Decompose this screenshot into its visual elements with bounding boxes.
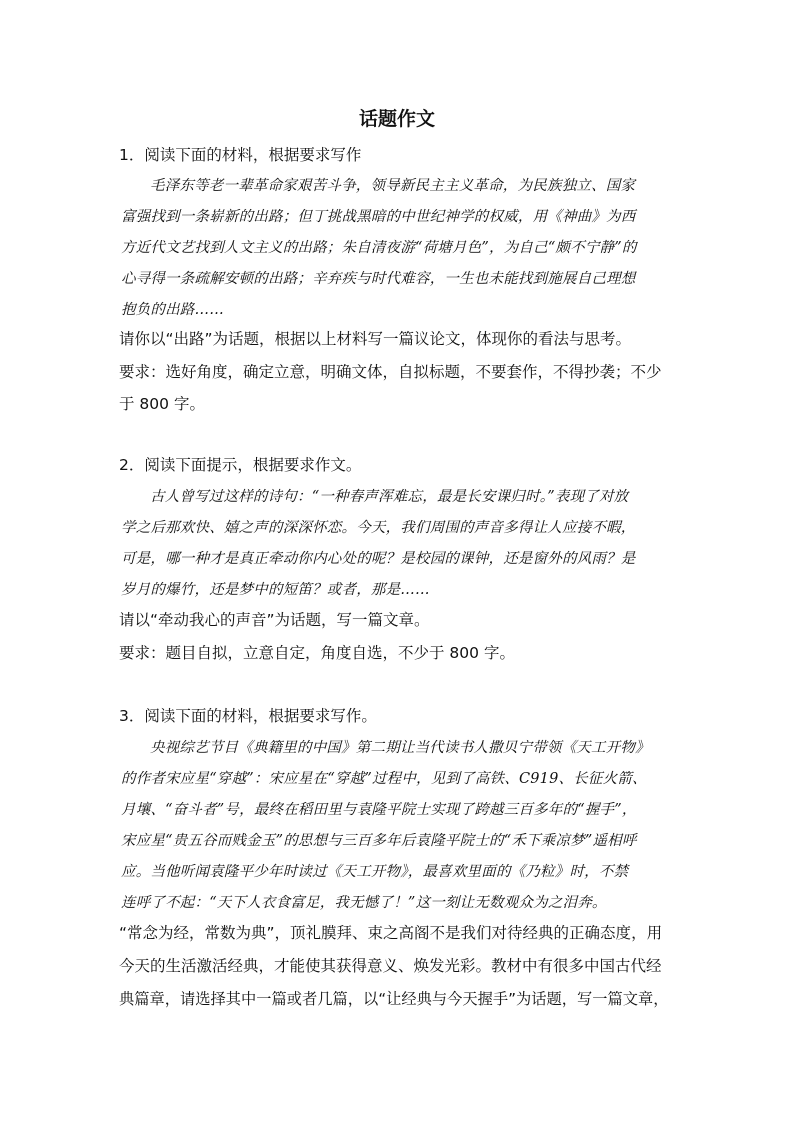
q2-heading: 2．阅读下面提示，根据要求作文。 [119, 456, 362, 474]
q3-heading: 3．阅读下面的材料，根据要求写作。 [119, 707, 377, 725]
q2-material-line: 可是，哪一种才是真正牵动你内心处的呢？是校园的课钟，还是窗外的风雨？是 [121, 551, 636, 567]
q1-material-line: 抱负的出路…… [121, 302, 224, 318]
q3-material-line: 宋应星“贵五谷而贱金玉”的思想与三百多年后袁隆平院士的“禾下乘凉梦”遥相呼 [121, 833, 637, 849]
q1-material-line: 富强找到一条崭新的出路；但丁挑战黑暗的中世纪神学的权威，用《神曲》为西 [121, 209, 636, 225]
q1-material-line: 毛泽东等老一辈革命家艰苦斗争，领导新民主主义革命，为民族独立、国家 [150, 178, 636, 194]
q1-requirement-line: 于 800 字。 [119, 395, 205, 413]
q3-task-line: 今天的生活激活经典，才能使其获得意义、焕发光彩。教材中有很多中国古代经 [119, 957, 662, 975]
q3-task-line: 典篇章，请选择其中一篇或者几篇，以“让经典与今天握手”为话题，写一篇文章， [119, 990, 669, 1008]
q1-requirement-line: 要求：选好角度，确定立意，明确文体，自拟标题，不要套作，不得抄袭；不少 [119, 363, 662, 381]
q3-task-line: “常念为经，常数为典”，顶礼膜拜、束之高阁不是我们对待经典的正确态度，用 [119, 924, 663, 942]
q1-material-line: 心寻得一条疏解安顿的出路；辛弃疾与时代难容，一生也未能找到施展自己理想 [121, 271, 636, 287]
q2-material-line: 岁月的爆竹，还是梦中的短笛？或者，那是…… [121, 582, 430, 598]
q1-heading: 1．阅读下面的材料，根据要求写作 [119, 146, 362, 164]
q2-task-line: 请以“牵动我心的声音”为话题，写一篇文章。 [119, 611, 430, 629]
q1-task-line: 请你以“出路”为话题，根据以上材料写一篇议论文，体现你的看法与思考。 [119, 330, 632, 348]
q3-material-line: 连呼了不起：“天下人衣食富足，我无憾了！”这一刻让无数观众为之泪奔。 [121, 895, 607, 911]
q3-material-line: 月壤、“奋斗者”号，最终在稻田里与袁隆平院士实现了跨越三百多年的“握手”， [121, 802, 637, 818]
page-title: 话题作文 [358, 108, 435, 130]
q2-requirement-line: 要求：题目自拟，立意自定，角度自选，不少于 800 字。 [119, 644, 515, 662]
q3-material-line: 的作者宋应星“穿越”：宋应星在“穿越”过程中，见到了高铁、C919、长征火箭、 [121, 771, 647, 787]
q1-material-line: 方近代文艺找到人文主义的出路；朱自清夜游“荷塘月色”，为自己“颇不宁静”的 [121, 240, 637, 256]
q2-material-line: 古人曾写过这样的诗句：“一种春声浑难忘，最是长安课归时。”表现了对放 [150, 489, 629, 505]
q3-material-line: 应。当他听闻袁隆平少年时读过《天工开物》，最喜欢里面的《乃粒》时，不禁 [121, 864, 629, 880]
q2-material-line: 学之后那欢快、嬉之声的深深怀恋。今天，我们周围的声音多得让人应接不暇， [121, 520, 636, 536]
q3-material-line: 央视综艺节目《典籍里的中国》第二期让当代读书人撒贝宁带领《天工开物》 [150, 740, 650, 756]
